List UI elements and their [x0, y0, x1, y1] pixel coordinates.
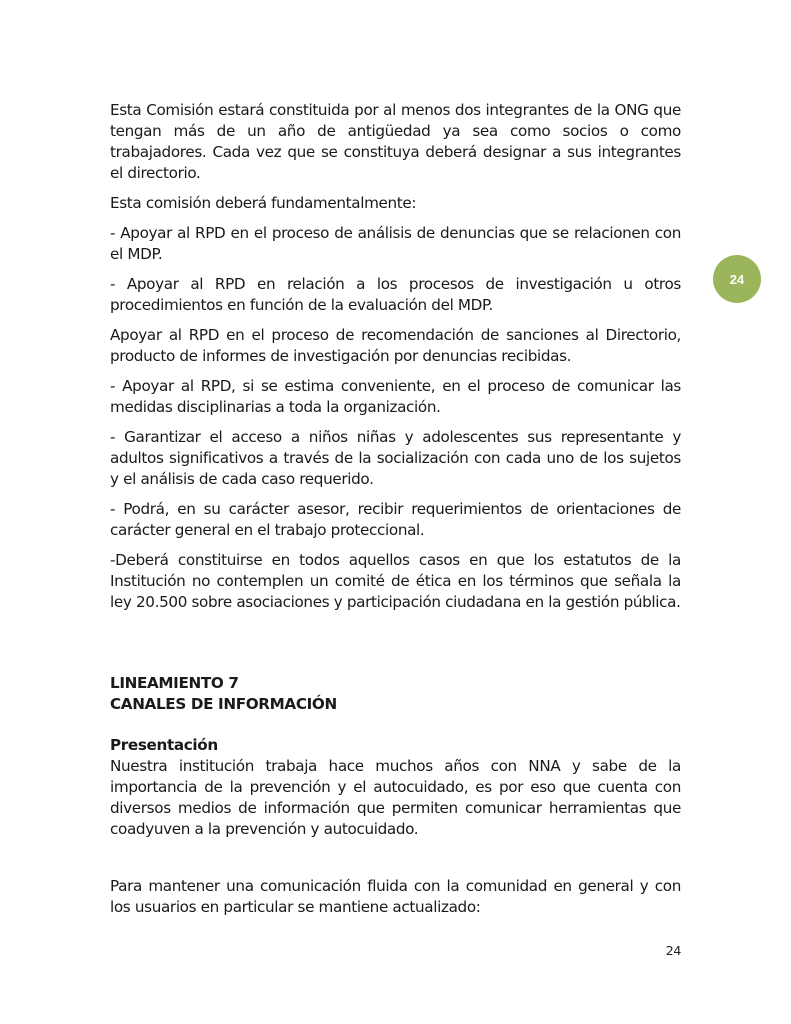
closing-block: [110, 876, 681, 918]
heading-lineamiento: LINEAMIENTO 7: [110, 674, 239, 692]
subheading-presentacion: Presentación: [110, 736, 218, 754]
heading-canales: CANALES DE INFORMACIÓN: [110, 695, 337, 713]
paragraph-block: [110, 100, 681, 613]
list-item: - Apoyar al RPD en el proceso de análisis de denuncias que se relacionen con el MDP.: [110, 224, 681, 263]
list-item: - Apoyar al RPD en relación a los procesos de investigación u otros procedimientos en función de la evaluación del MDP.: [110, 275, 681, 314]
list-item: - Garantizar el acceso a niños niñas y adolescentes sus representante y adultos significativos a través de la socialización con cada uno de los sujetos y el análisis de cada caso requerido.: [110, 428, 681, 488]
paragraph-funciones-intro: Esta comisión deberá fundamentalmente:: [110, 194, 417, 212]
paragraph-comunicacion: Para mantener una comunicación fluida con la comunidad en general y con los usuarios en particular se mantiene actualizado:: [110, 877, 681, 916]
list-item: -Deberá constituirse en todos aquellos casos en que los estatutos de la Institución no contemplen un comité de ética en los términos que señala la ley 20.500 sobre asociaciones y participación ciudadana en la gestión pública.: [110, 551, 681, 611]
list-item: - Podrá, en su carácter asesor, recibir requerimientos de orientaciones de carácter general en el trabajo proteccional.: [110, 500, 681, 539]
paragraph-comision: Esta Comisión estará constituida por al menos dos integrantes de la ONG que tengan más de un año de antigüedad ya sea como socios o como trabajadores. Cada vez que se constituya deberá designar a sus integrantes el directorio.: [110, 101, 681, 182]
presentation-block: [110, 735, 681, 840]
page-number-badge: 24: [713, 255, 761, 303]
section-heading: [110, 673, 681, 715]
footer-page-number: 24: [665, 943, 681, 958]
list-item: Apoyar al RPD en el proceso de recomendación de sanciones al Directorio, producto de informes de investigación por denuncias recibidas.: [110, 326, 681, 365]
list-item: - Apoyar al RPD, si se estima conveniente, en el proceso de comunicar las medidas disciplinarias a toda la organización.: [110, 377, 681, 416]
paragraph-presentacion: Nuestra institución trabaja hace muchos años con NNA y sabe de la importancia de la prevención y el autocuidado, es por eso que cuenta con diversos medios de información que permiten comunicar herramientas que coadyuven a la prevención y autocuidado.: [110, 757, 681, 838]
